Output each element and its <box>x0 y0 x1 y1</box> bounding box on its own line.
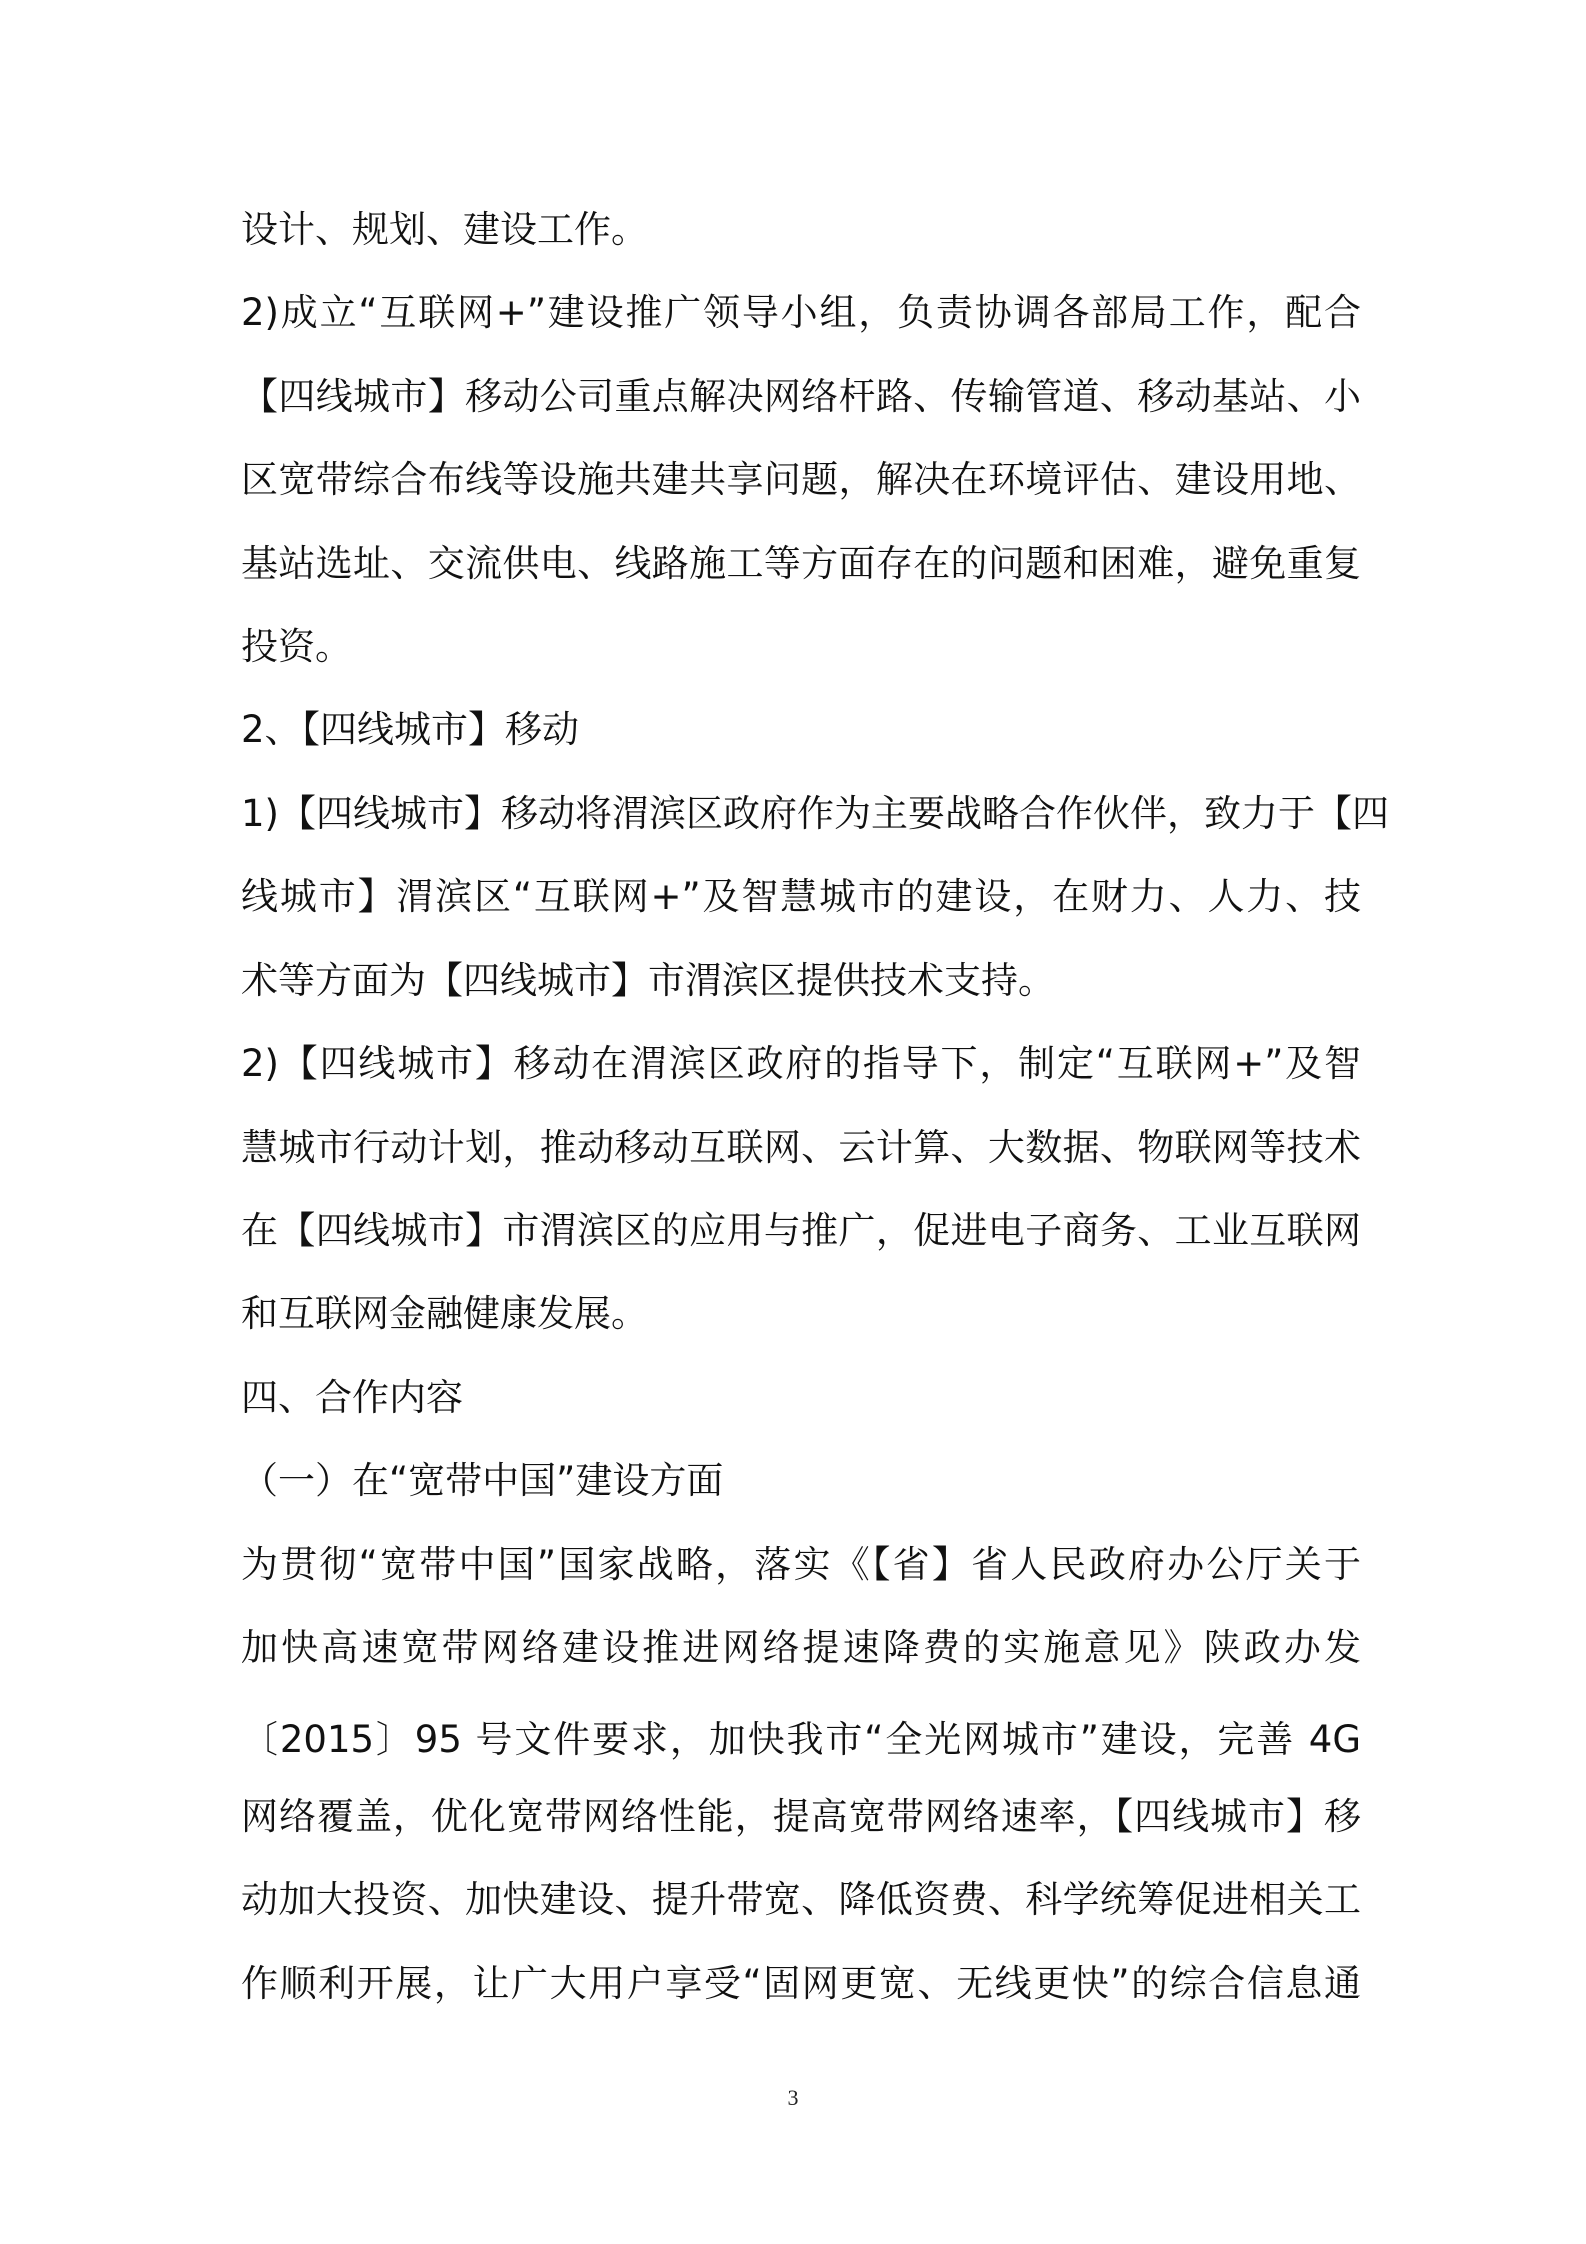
text-line: 动加大投资、加快建设、提升带宽、降低资费、科学统筹促进相关工 <box>241 1878 1361 1921</box>
page-number: 3 <box>787 2085 799 2110</box>
text-line: 2)【四线城市】移动在渭滨区政府的指导下，制定“互联网+”及智 <box>241 1042 1361 1085</box>
text-line: 慧城市行动计划，推动移动互联网、云计算、大数据、物联网等技术 <box>241 1126 1361 1169</box>
text-line: 和互联网金融健康发展。 <box>241 1292 648 1335</box>
text-line: 【四线城市】移动公司重点解决网络杆路、传输管道、移动基站、小 <box>241 375 1361 418</box>
text-line: 设计、规划、建设工作。 <box>241 208 648 251</box>
text-line: 2)成立“互联网+”建设推广领导小组，负责协调各部局工作，配合 <box>241 291 1361 334</box>
text-line: 线城市】渭滨区“互联网+”及智慧城市的建设，在财力、人力、技 <box>241 875 1361 918</box>
text-line: 加快高速宽带网络建设推进网络提速降费的实施意见》陕政办发 <box>241 1626 1361 1669</box>
text-line: 术等方面为【四线城市】市渭滨区提供技术支持。 <box>241 959 1055 1002</box>
text-line: 为贯彻“宽带中国”国家战略，落实《【省】省人民政府办公厅关于 <box>241 1543 1361 1586</box>
text-line: 〔2015〕95 号文件要求，加快我市“全光网城市”建设，完善 4G <box>241 1718 1361 1761</box>
subsection-heading: （一）在“宽带中国”建设方面 <box>241 1459 724 1502</box>
text-line: 在【四线城市】市渭滨区的应用与推广，促进电子商务、工业互联网 <box>241 1209 1361 1252</box>
text-line: 基站选址、交流供电、线路施工等方面存在的问题和困难，避免重复 <box>241 542 1361 585</box>
text-line: 作顺利开展，让广大用户享受“固网更宽、无线更快”的综合信息通 <box>241 1962 1361 2005</box>
section-heading: 2、【四线城市】移动 <box>241 708 580 751</box>
section-heading: 四、合作内容 <box>241 1376 463 1419</box>
text-line: 网络覆盖，优化宽带网络性能，提高宽带网络速率，【四线城市】移 <box>241 1795 1361 1838</box>
text-line: 投资。 <box>241 625 352 668</box>
text-line: 区宽带综合布线等设施共建共享问题，解决在环境评估、建设用地、 <box>241 458 1361 501</box>
text-line: 1)【四线城市】移动将渭滨区政府作为主要战略合作伙伴，致力于【四 <box>241 792 1389 835</box>
